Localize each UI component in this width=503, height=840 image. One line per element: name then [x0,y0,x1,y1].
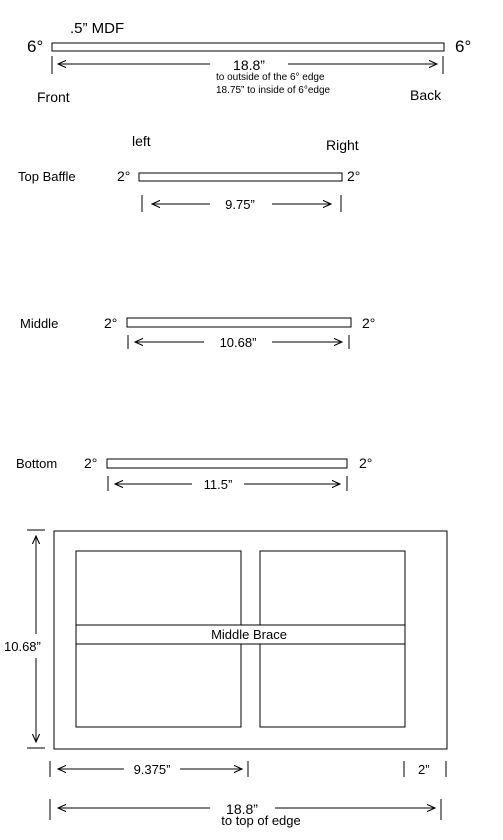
frame-group [4,530,447,828]
panel-right-angle: 6° [455,37,472,56]
back-label: Back [410,87,442,103]
top-baffle-group [18,168,360,212]
bottom-baffle-label: Bottom [16,456,58,471]
bottom-baffle-length: 11.5” [203,477,233,492]
material-label: .5” MDF [70,20,125,37]
bottom-baffle-board [107,459,347,468]
left-width-label: 9.375” [133,762,171,777]
mdf-panel-group [27,20,471,105]
top-baffle-right-angle: 2° [347,168,361,184]
middle-baffle-right-angle: 2° [362,315,376,331]
panel-outside-note: to outside of the 6° edge [216,72,325,83]
front-label: Front [37,89,70,105]
opening-bottom-left [76,644,241,727]
opening-top-right [260,551,405,625]
middle-baffle-group [20,315,375,350]
panel-left-angle: 6° [27,37,44,56]
frame-height-label: 10.68” [4,639,41,654]
top-baffle-left-angle: 2° [117,168,131,184]
middle-baffle-board [127,318,351,327]
bottom-baffle-group [16,455,372,492]
total-width-note: to top of edge [221,813,301,828]
opening-bottom-right [260,644,405,727]
mdf-panel [52,43,444,51]
top-baffle-board [139,173,342,181]
middle-brace-label: Middle Brace [211,627,287,642]
middle-baffle-length: 10.68” [219,335,257,350]
panel-length: 18.8” [233,57,265,73]
total-width-label: 18.8” [226,801,258,817]
panel-inside-note: 18.75” to inside of 6°edge [216,85,331,96]
middle-baffle-left-angle: 2° [104,315,118,331]
top-baffle-label: Top Baffle [18,169,76,184]
bottom-baffle-right-angle: 2° [359,455,373,471]
bottom-baffle-left-angle: 2° [84,455,98,471]
right-side-label: Right [326,137,359,153]
right-gap-label: 2” [418,762,430,777]
middle-baffle-label: Middle [20,316,59,331]
left-side-label: left [132,133,151,149]
top-baffle-length: 9.75” [225,197,255,212]
opening-top-left [76,551,241,625]
